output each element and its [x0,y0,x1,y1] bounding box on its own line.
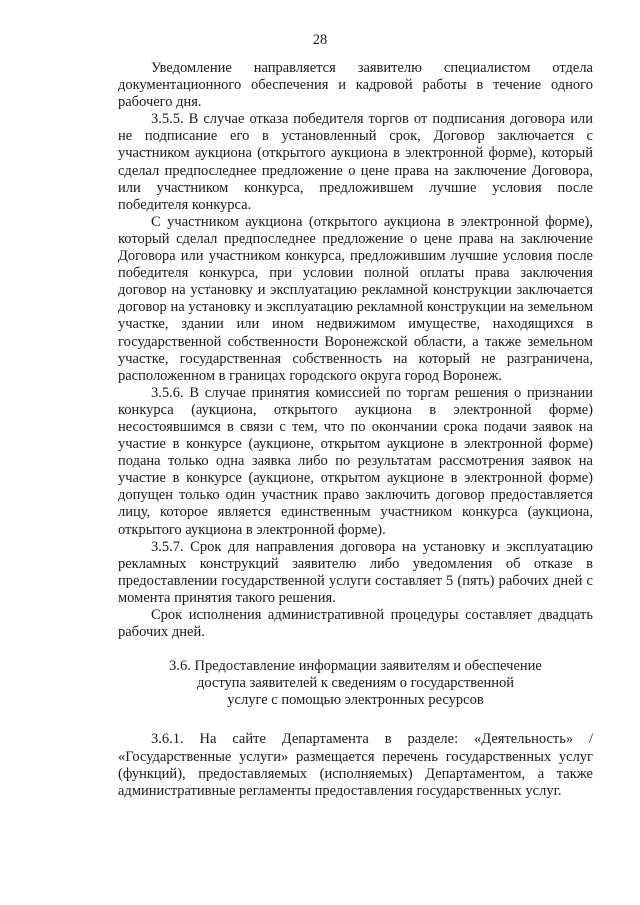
paragraph-notification: Уведомление направляется заявителю специалистом отдела документационного обеспечения и кадровой работы в течение одного рабочего дня. [118,60,593,111]
section-heading-3-6 [118,658,593,709]
section-heading-line-3: услуге с помощью электронных ресурсов [227,692,484,709]
page-number: 28 [312,32,328,48]
paragraph-3-5-6: 3.5.6. В случае принятия комиссией по торгам решения о признании конкурса (аукциона, открытого аукциона в электронной форме) несостоявшимся в связи с тем, что по окончании срока подачи заявок на участие в конкурсе (аукционе, открытом аукционе в электронной форме) подана только одна заявка либо по результатам рассмотрения заявок на участие в конкурсе (аукционе, открытом аукционе в электронной форме) допущен только один участник право заключить договор предоставляется лицу, которое является единственным участником конкурса (аукциона, открытого аукциона в электронной форме). [118,384,593,538]
paragraph-3-5-5: 3.5.5. В случае отказа победителя торгов от подписания договора или не подписание его в установленный срок, Договор заключается с участником аукциона (открытого аукциона в электронной форме), который сделал предпоследнее предложение о цене права на заключение Договора, или участником конкурса, предложившем лучшие условия после победителя конкурса. [118,111,593,213]
paragraph-3-5-7: 3.5.7. Срок для направления договора на установку и эксплуатацию рекламных конструкций заявителю либо уведомления об отказе в предоставлении государственной услуги составляет 5 (пять) рабочих дней с момента принятия такого решения. [118,538,593,606]
paragraph-3-6-1: 3.6.1. На сайте Департамента в разделе: «Деятельность» / «Государственные услуги» размещается перечень государственных услуг (функций), предоставляемых (исполняемых) Департаментом, а также административные регламенты предоставления государственных услуг. [118,731,593,799]
paragraph-auction-participant: С участником аукциона (открытого аукциона в электронной форме), который сделал предпоследнее предложение о цене права на заключение Договора или участником конкурса, предложившим лучшие условия после победителя конкурса, при условии полной оплаты права заключения договор на установку и эксплуатацию рекламной конструкции заключается договор на установку и эксплуатацию рекламной конструкции на земельном участке, здании или ином недвижимом имуществе, находящихся в государственной собственности Воронежской области, а также земельном участке, государственная собственность на который не разграничена, расположенном в границах городского округа город Воронеж. [118,213,593,384]
paragraph-procedure-term: Срок исполнения административной процедуры составляет двадцать рабочих дней. [118,607,593,641]
document-body [118,60,593,800]
section-heading-line-1: 3.6. Предоставление информации заявителям и обеспечение [169,658,542,675]
section-heading-line-2: доступа заявителей к сведениям о государственной [196,675,515,692]
